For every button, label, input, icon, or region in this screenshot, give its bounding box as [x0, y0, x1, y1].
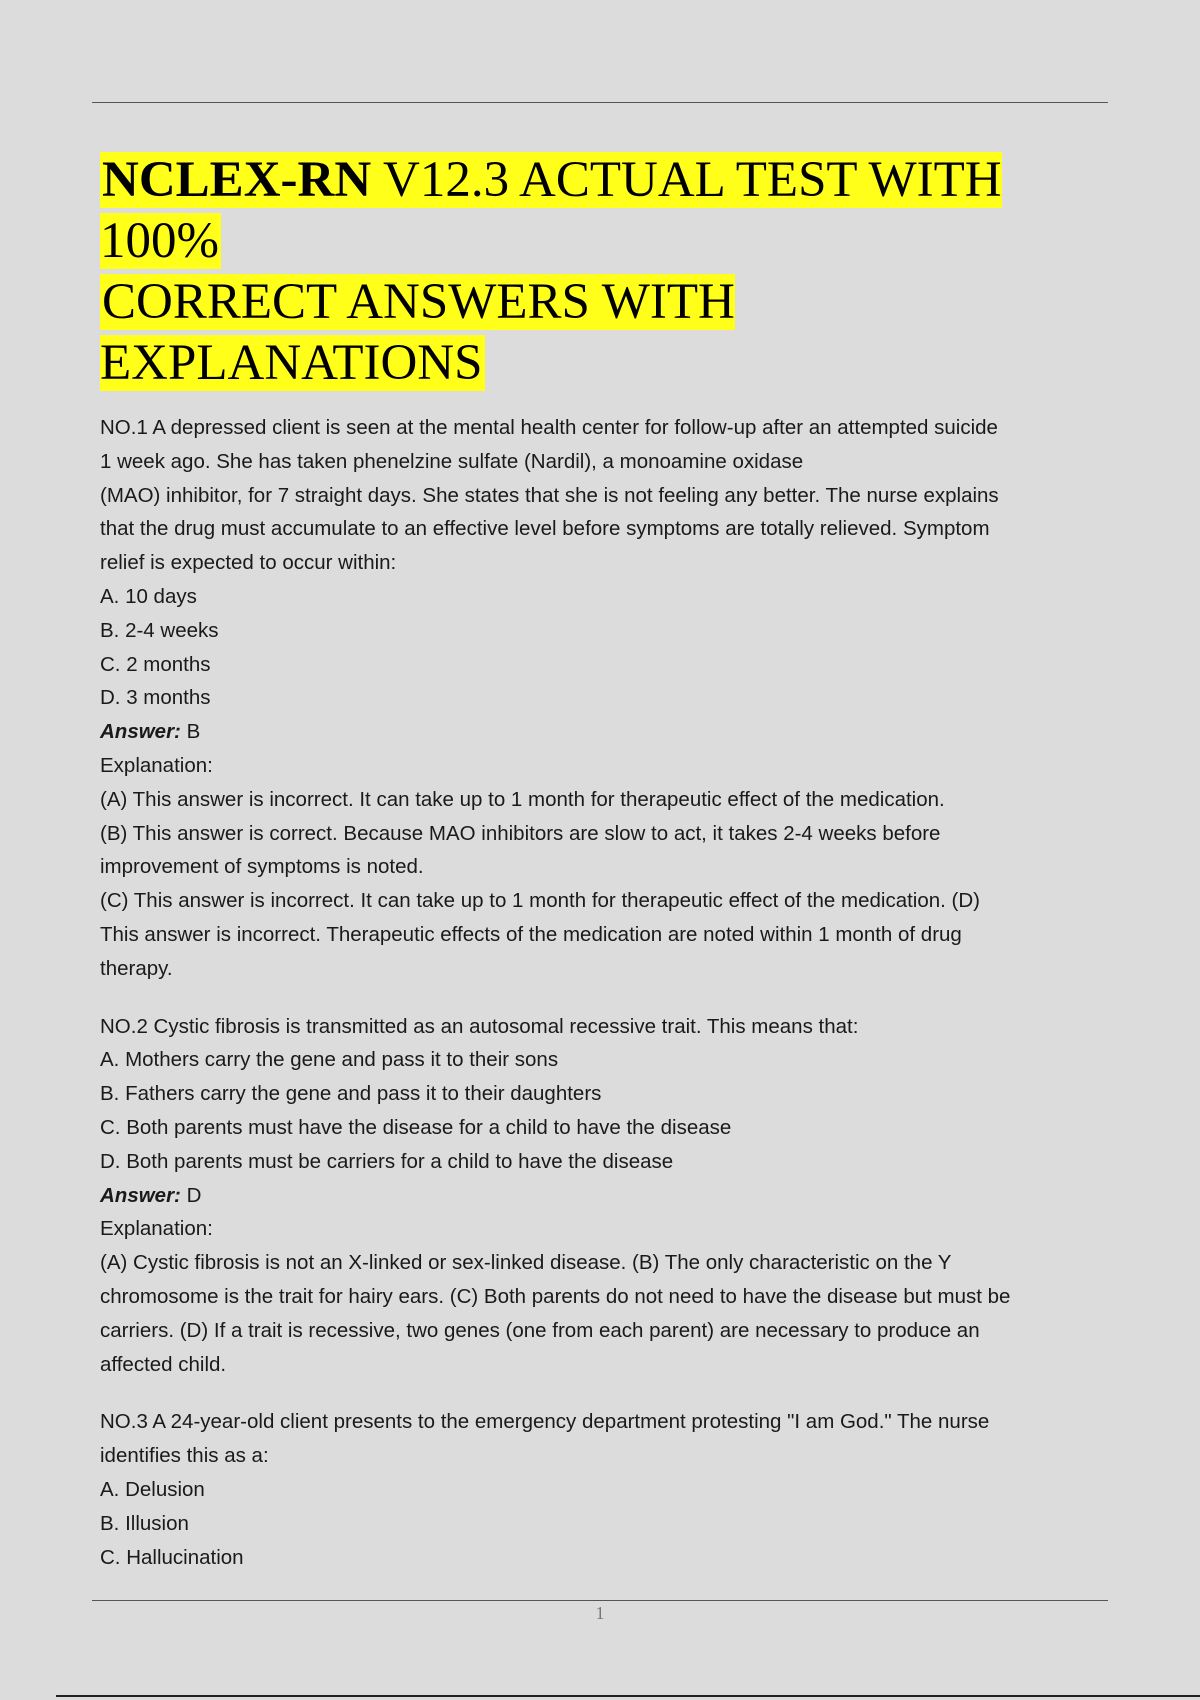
explanation-label: Explanation: — [100, 1217, 213, 1241]
question-block — [100, 1010, 1100, 1382]
question-stem-line: NO.2 Cystic fibrosis is transmitted as an autosomal recessive trait. This means that: — [100, 1014, 859, 1038]
answer-line — [100, 1179, 1100, 1213]
explanation-line: (A) This answer is incorrect. It can take up to 1 month for therapeutic effect of the medication. — [100, 787, 945, 811]
explanation-line: affected child. — [100, 1352, 227, 1376]
explanation-line: improvement of symptoms is noted. — [100, 855, 424, 879]
title-line-1-rest: V12.3 ACTUAL TEST WITH 100% — [100, 152, 1002, 269]
question-stem-line: that the drug must accumulate to an effective level before symptoms are totally relieved. Symptom — [100, 517, 990, 541]
question-stem-line: (MAO) inhibitor, for 7 straight days. She states that she is not feeling any better. The nurse explains — [100, 483, 999, 507]
answer-option: A. Delusion — [100, 1477, 205, 1501]
answer-value: B — [180, 720, 201, 744]
header-rule — [92, 102, 1108, 103]
question-stem-line: 1 week ago. She has taken phenelzine sulfate (Nardil), a monoamine oxidase — [100, 449, 804, 473]
answer-option: C. 2 months — [100, 652, 211, 676]
title-line-2: CORRECT ANSWERS WITH EXPLANATIONS — [100, 274, 735, 391]
explanation-line: therapy. — [100, 956, 173, 980]
answer-option: C. Both parents must have the disease for a child to have the disease — [100, 1115, 732, 1139]
page-number: 1 — [595, 1603, 605, 1623]
explanation-line: carriers. (D) If a trait is recessive, two genes (one from each parent) are necessary to produce an — [100, 1318, 980, 1342]
answer-option: B. Fathers carry the gene and pass it to their daughters — [100, 1082, 602, 1106]
question-block — [100, 411, 1100, 986]
page-bottom-edge — [56, 1695, 1200, 1697]
question-stem-line: NO.3 A 24-year-old client presents to the emergency department protesting "I am God." The nurse — [100, 1410, 990, 1434]
title-bold-part: NCLEX-RN — [102, 152, 372, 208]
question-stem-line: NO.1 A depressed client is seen at the mental health center for follow-up after an attempted suicide — [100, 416, 998, 439]
answer-label: Answer: — [100, 720, 181, 744]
answer-line — [100, 715, 1100, 749]
questions-content — [100, 411, 1100, 1574]
answer-label: Answer: — [100, 1183, 181, 1207]
answer-option: D. Both parents must be carriers for a child to have the disease — [100, 1149, 674, 1173]
explanation-line: (B) This answer is correct. Because MAO inhibitors are slow to act, it takes 2-4 weeks before — [100, 821, 941, 845]
answer-option: B. Illusion — [100, 1511, 189, 1535]
explanation-line: (C) This answer is incorrect. It can take up to 1 month for therapeutic effect of the medication. (D) — [100, 889, 980, 913]
explanation-line: This answer is incorrect. Therapeutic effects of the medication are noted within 1 month of drug — [100, 922, 962, 946]
footer-rule — [92, 1600, 1108, 1601]
explanation-label: Explanation: — [100, 753, 213, 777]
answer-option: A. Mothers carry the gene and pass it to their sons — [100, 1048, 559, 1072]
answer-option: A. 10 days — [100, 584, 197, 608]
answer-option: D. 3 months — [100, 686, 211, 710]
explanation-line: (A) Cystic fibrosis is not an X-linked or sex-linked disease. (B) The only characteristic on the Y — [100, 1251, 952, 1275]
answer-option: C. Hallucination — [100, 1545, 244, 1569]
document-title — [100, 150, 1110, 394]
question-block — [100, 1405, 1100, 1574]
question-stem-line: relief is expected to occur within: — [100, 551, 397, 575]
question-stem-line: identifies this as a: — [100, 1444, 269, 1468]
answer-value: D — [180, 1183, 202, 1207]
answer-option: B. 2-4 weeks — [100, 618, 219, 642]
title-line-1 — [100, 152, 1002, 269]
explanation-line: chromosome is the trait for hairy ears. (C) Both parents do not need to have the disease but must be — [100, 1284, 1011, 1308]
